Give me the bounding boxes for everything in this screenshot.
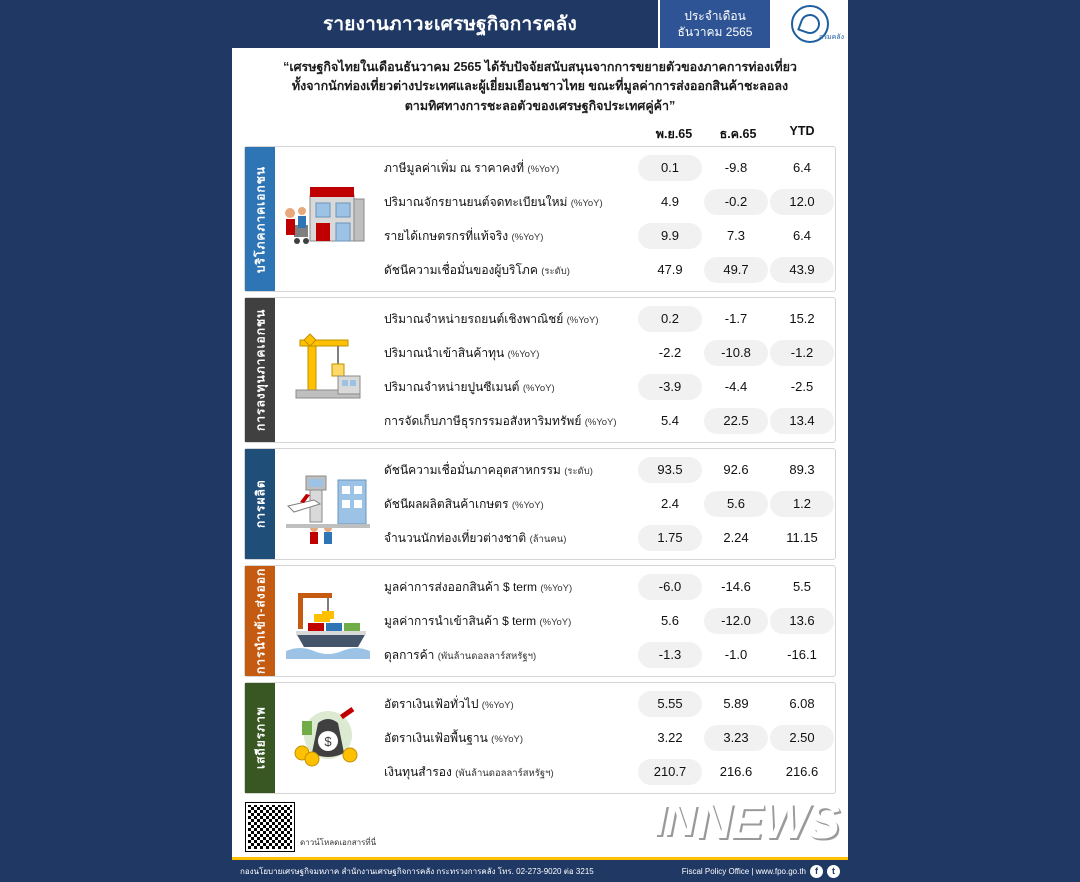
section-trade <box>244 565 836 677</box>
table-row <box>380 755 835 789</box>
quote-line-3: ตามทิศทางการชะลอตัวของเศรษฐกิจประเทศคู่ค้า” <box>404 98 676 113</box>
value-cell: -12.0 <box>704 608 768 634</box>
value-cell: -4.4 <box>724 379 748 395</box>
row-unit: (%YoY) <box>511 231 544 243</box>
report-header <box>232 0 848 48</box>
value-cell: -2.5 <box>790 379 814 395</box>
column-header-2: YTD <box>789 124 815 139</box>
value-cell: 93.5 <box>638 457 702 483</box>
money-bag-icon <box>275 683 380 793</box>
qr-caption: ดาวน์โหลดเอกสารที่นี่ <box>300 838 377 848</box>
period-line1: ประจำเดือน <box>684 8 746 23</box>
value-cell: 6.4 <box>792 228 812 244</box>
value-cell: 2.50 <box>770 725 834 751</box>
value-cell: -10.8 <box>704 340 768 366</box>
row-unit: (%YoY) <box>584 416 617 428</box>
row-unit: (%YoY) <box>507 348 540 360</box>
value-cell: 6.4 <box>792 160 812 176</box>
value-cell: 3.22 <box>657 730 683 746</box>
value-cell: 5.4 <box>660 413 680 429</box>
row-label: อัตราเงินเฟ้อพื้นฐาน <box>384 730 488 745</box>
value-cell: 92.6 <box>723 462 749 478</box>
section-label: การนำเข้า-ส่งออก <box>245 566 275 676</box>
value-cell: 47.9 <box>657 262 683 278</box>
value-cell: 2.4 <box>660 496 680 512</box>
quote-line-2: ทั้งจากนักท่องเที่ยวต่างประเทศและผู้เยี่ยมเยือนชาวไทย ขณะที่มูลค่าการส่งออกสินค้าชะลอลง <box>291 79 789 94</box>
news-text: NEWS <box>696 793 838 849</box>
footer-office-text: Fiscal Policy Office | www.fpo.go.th <box>681 866 806 876</box>
column-header-0: พ.ย.65 <box>655 127 693 142</box>
row-unit: (%YoY) <box>570 197 603 209</box>
value-cell: -6.0 <box>638 574 702 600</box>
value-cell: 12.0 <box>770 189 834 215</box>
table-row <box>380 302 835 336</box>
value-cell: 11.15 <box>786 530 818 546</box>
twitter-icon[interactable]: t <box>827 865 840 878</box>
section-rows <box>380 298 835 442</box>
section-rows <box>380 566 835 676</box>
value-cell: -14.6 <box>721 579 751 595</box>
value-cell: -1.7 <box>724 311 748 327</box>
cargo-ship-icon <box>275 566 380 676</box>
row-label: มูลค่าการส่งออกสินค้า $ term <box>384 579 537 594</box>
value-cell: 5.6 <box>660 613 680 629</box>
value-cell: 216.6 <box>719 764 753 780</box>
row-unit: (%YoY) <box>511 499 544 511</box>
column-headers <box>232 124 848 144</box>
row-label: ภาษีมูลค่าเพิ่ม ณ ราคาคงที่ <box>384 160 525 175</box>
table-row <box>380 151 835 185</box>
row-unit: (%YoY) <box>540 582 573 594</box>
row-unit: (%YoY) <box>539 616 572 628</box>
fpo-logo <box>772 0 848 48</box>
table-row <box>380 570 835 604</box>
row-label: ปริมาณนำเข้าสินค้าทุน <box>384 345 505 360</box>
value-cell: -3.9 <box>638 374 702 400</box>
row-label: มูลค่าการนำเข้าสินค้า $ term <box>384 613 537 628</box>
row-label: การจัดเก็บภาษีธุรกรรมอสังหาริมทรัพย์ <box>384 413 582 428</box>
row-unit: (ระดับ) <box>564 465 593 477</box>
table-row <box>380 370 835 404</box>
value-cell: -1.3 <box>638 642 702 668</box>
table-row <box>380 336 835 370</box>
value-cell: -1.2 <box>770 340 834 366</box>
section-stability <box>244 682 836 794</box>
row-label: ดุลการค้า <box>384 647 435 662</box>
shop-icon <box>275 147 380 291</box>
value-cell: 1.75 <box>638 525 702 551</box>
value-cell: 5.89 <box>723 696 749 712</box>
value-cell: 2.24 <box>723 530 749 546</box>
value-cell: -1.0 <box>724 647 748 663</box>
value-cell: 13.4 <box>770 408 834 434</box>
row-unit: (%YoY) <box>522 382 555 394</box>
footer-office <box>682 865 848 878</box>
value-cell: 5.6 <box>704 491 768 517</box>
row-unit: (พันล้านดอลลาร์สหรัฐฯ) <box>437 650 537 662</box>
period-badge <box>658 0 772 48</box>
section-label: เสถียรภาพ <box>245 683 275 793</box>
page-title: รายงานภาวะเศรษฐกิจการคลัง <box>322 14 578 35</box>
row-unit: (ระดับ) <box>541 265 570 277</box>
table-row <box>380 453 835 487</box>
report-page <box>232 0 848 882</box>
value-cell: 0.1 <box>638 155 702 181</box>
table-row <box>380 404 835 438</box>
section-private-consumption <box>244 146 836 292</box>
section-private-investment <box>244 297 836 443</box>
logo-text: กรมคลัง <box>818 34 844 41</box>
value-cell: 7.3 <box>726 228 746 244</box>
row-unit: (ล้านคน) <box>529 533 567 545</box>
table-row <box>380 219 835 253</box>
row-label: ดัชนีความเชื่อมั่นภาคอุตสาหกรรม <box>384 462 561 477</box>
table-row <box>380 521 835 555</box>
column-header-1: ธ.ค.65 <box>719 127 757 142</box>
row-unit: (พันล้านดอลลาร์สหรัฐฯ) <box>455 767 554 779</box>
row-unit: (%YoY) <box>527 163 560 175</box>
value-cell: -2.2 <box>658 345 682 361</box>
value-cell: 89.3 <box>789 462 815 478</box>
value-cell: -0.2 <box>704 189 768 215</box>
value-cell: -16.1 <box>787 647 817 663</box>
table-row <box>380 253 835 287</box>
value-cell: 216.6 <box>785 764 819 780</box>
row-label: ดัชนีผลผลิตสินค้าเกษตร <box>384 496 509 511</box>
value-cell: 5.5 <box>792 579 812 595</box>
section-rows <box>380 147 835 291</box>
section-rows <box>380 449 835 559</box>
table-row <box>380 721 835 755</box>
table-row <box>380 604 835 638</box>
section-rows <box>380 683 835 793</box>
value-cell: 210.7 <box>638 759 702 785</box>
value-cell: 43.9 <box>770 257 834 283</box>
value-cell: 1.2 <box>770 491 834 517</box>
row-label: ปริมาณจำหน่ายปูนซีเมนต์ <box>384 379 520 394</box>
facebook-icon[interactable]: f <box>810 865 823 878</box>
value-cell: 3.23 <box>704 725 768 751</box>
qr-code-icon[interactable] <box>246 803 294 851</box>
value-cell: 49.7 <box>704 257 768 283</box>
row-unit: (%YoY) <box>481 699 514 711</box>
quote-line-1: “เศรษฐกิจไทยในเดือนธันวาคม 2565 ได้รับปัจจัยสนับสนุนจากการขยายตัวของภาคการท่องเที่ยว <box>283 60 797 74</box>
value-cell: 9.9 <box>638 223 702 249</box>
value-cell: 0.2 <box>638 306 702 332</box>
table-row <box>380 638 835 672</box>
table-row <box>380 687 835 721</box>
value-cell: 22.5 <box>704 408 768 434</box>
table-row <box>380 185 835 219</box>
period-line2: ธันวาคม 2565 <box>677 25 753 39</box>
row-label: อัตราเงินเฟ้อทั่วไป <box>384 696 479 711</box>
value-cell: -9.8 <box>724 160 748 176</box>
value-cell: 4.9 <box>660 194 680 210</box>
row-label: รายได้เกษตรกรที่แท้จริง <box>384 228 509 243</box>
table-row <box>380 487 835 521</box>
section-label: การลงทุนภาคเอกชน <box>245 298 275 442</box>
airport-icon <box>275 449 380 559</box>
value-cell: 6.08 <box>789 696 815 712</box>
section-production <box>244 448 836 560</box>
svg-text:$: $ <box>323 734 332 750</box>
row-label: เงินทุนสำรอง <box>384 764 452 779</box>
news-mark: IN <box>654 796 694 845</box>
footer <box>232 860 848 882</box>
row-label: ดัชนีความเชื่อมั่นของผู้บริโภค <box>384 262 538 277</box>
section-label: บริโภคภาคเอกชน <box>245 147 275 291</box>
section-label: การผลิต <box>245 449 275 559</box>
value-cell: 5.55 <box>638 691 702 717</box>
value-cell: 15.2 <box>789 311 815 327</box>
crane-icon <box>275 298 380 442</box>
row-label: ปริมาณจักรยานยนต์จดทะเบียนใหม่ <box>384 194 568 209</box>
row-label: ปริมาณจำหน่ายรถยนต์เชิงพาณิชย์ <box>384 311 564 326</box>
row-unit: (%YoY) <box>566 314 599 326</box>
footer-contact: กองนโยบายเศรษฐกิจมหภาค สำนักงานเศรษฐกิจการคลัง กระทรวงการคลัง โทร. 02-273-9020 ต่อ 3215 <box>240 866 594 876</box>
value-cell: 13.6 <box>770 608 834 634</box>
row-label: จำนวนนักท่องเที่ยวต่างชาติ <box>384 530 527 545</box>
summary-quote <box>246 58 834 116</box>
row-unit: (%YoY) <box>491 733 524 745</box>
news-watermark <box>654 792 838 850</box>
